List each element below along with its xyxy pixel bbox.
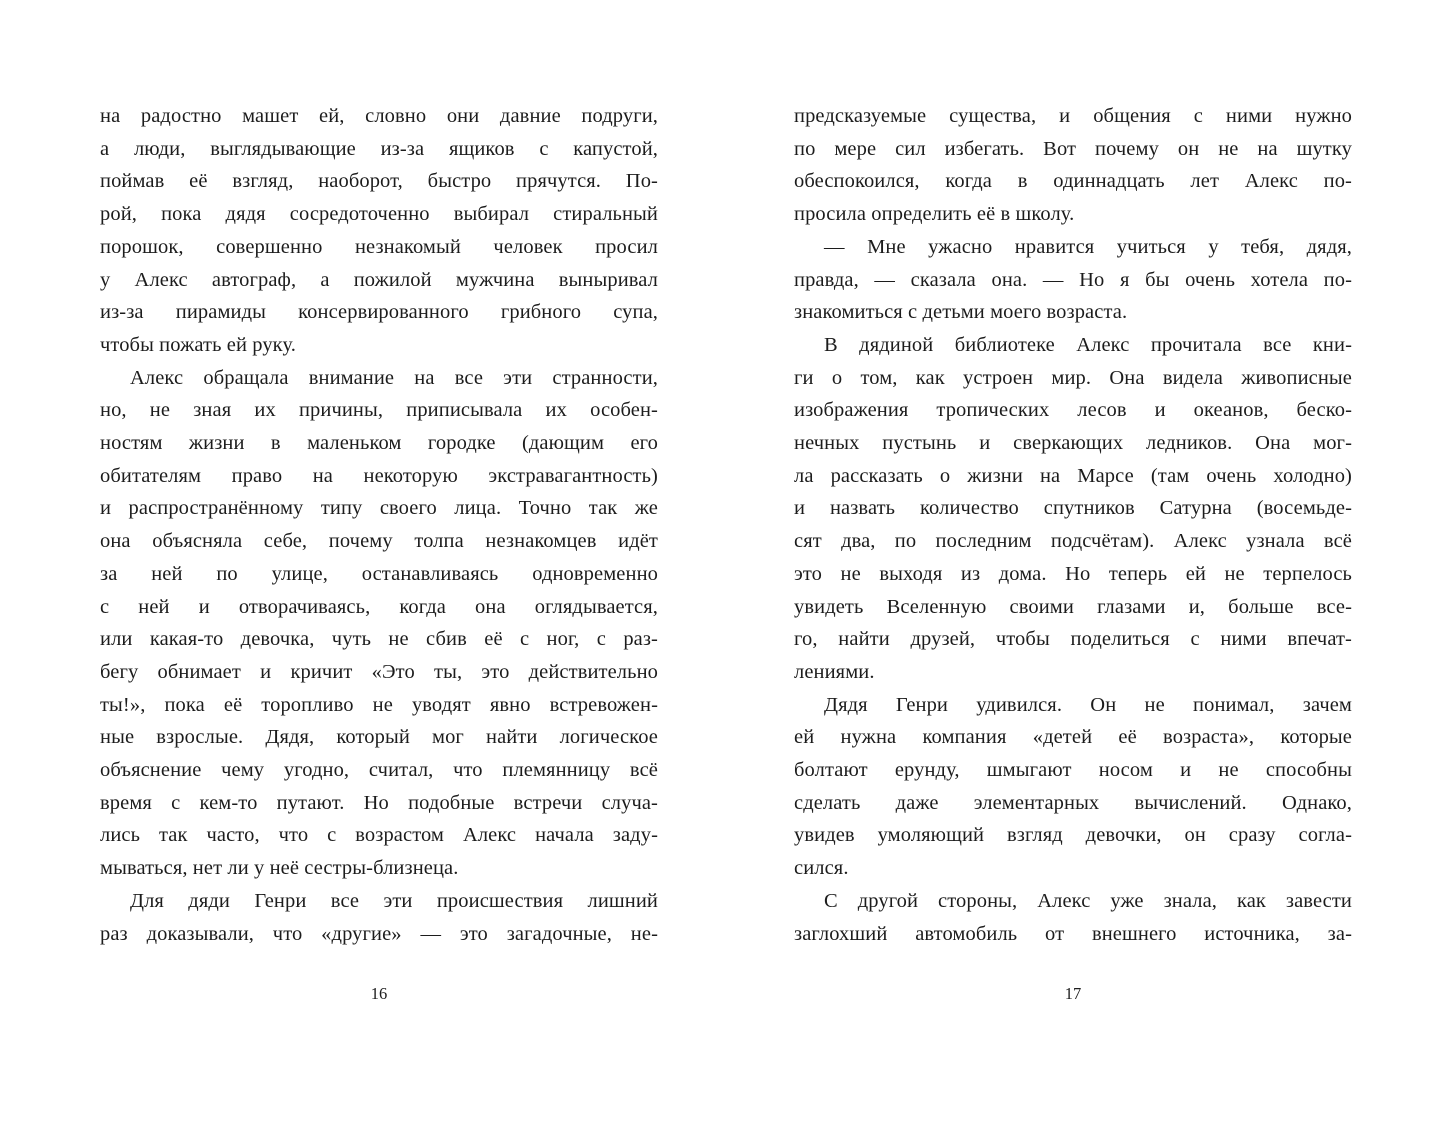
- text-line: ты!», пока её торопливо не уводят явно встревожен-: [100, 693, 658, 716]
- paragraph: [100, 362, 658, 885]
- text-line: знакомиться с детьми моего возраста.: [794, 301, 1128, 324]
- text-line: нечных пустынь и сверкающих ледников. Она мог-: [794, 432, 1352, 455]
- text-line: ги о том, как устроен мир. Она видела живописные: [794, 366, 1352, 389]
- text-line: из-за пирамиды консервированного грибного супа,: [100, 301, 658, 324]
- text-line: заглохший автомобиль от внешнего источника, за-: [794, 922, 1352, 945]
- text-line: ные взрослые. Дядя, который мог найти логическое: [100, 726, 658, 749]
- text-line: сился.: [794, 857, 849, 880]
- text-line: и назвать количество спутников Сатурна (восемьде-: [794, 497, 1352, 520]
- text-line: но, не зная их причины, приписывала их особен-: [100, 399, 658, 422]
- text-line: увидеть Вселенную своими глазами и, больше все-: [794, 595, 1352, 618]
- right-page-text: [794, 100, 1352, 950]
- left-page-number: 16: [370, 984, 388, 1003]
- text-line: обеспокоился, когда в одиннадцать лет Алекс по-: [794, 170, 1352, 193]
- text-line: она объясняла себе, почему толпа незнакомцев идёт: [100, 530, 658, 553]
- text-line: С другой стороны, Алекс уже знала, как завести: [824, 889, 1352, 912]
- text-line: и распространённому типу своего лица. Точно так же: [100, 497, 658, 520]
- text-line: лениями.: [794, 660, 875, 683]
- text-line: объяснение чему угодно, считал, что племянницу всё: [100, 759, 658, 782]
- text-line: ей нужна компания «детей её возраста», которые: [794, 726, 1352, 749]
- text-line: бегу обнимает и кричит «Это ты, это действительно: [100, 660, 658, 683]
- text-line: сят два, по последним подсчётам). Алекс узнала всё: [794, 530, 1352, 553]
- left-page-text: [100, 100, 658, 950]
- text-line: за ней по улице, останавливаясь одновременно: [100, 562, 658, 585]
- text-line: сделать даже элементарных вычислений. Однако,: [794, 791, 1352, 814]
- text-line: или какая-то девочка, чуть не сбив её с ног, с раз-: [100, 628, 658, 651]
- paragraph: [100, 100, 658, 362]
- paragraph: [794, 100, 1352, 231]
- paragraph: [794, 329, 1352, 689]
- text-line: время с кем-то путают. Но подобные встречи случа-: [100, 791, 658, 814]
- text-line: с ней и отворачиваясь, когда она оглядывается,: [100, 595, 658, 618]
- text-line: на радостно машет ей, словно они давние подруги,: [100, 105, 658, 127]
- paragraph: [794, 885, 1352, 950]
- text-line: чтобы пожать ей руку.: [100, 333, 296, 356]
- text-line: ностям жизни в маленьком городке (дающим его: [100, 432, 658, 455]
- text-line: увидев умоляющий взгляд девочки, он сразу согла-: [794, 824, 1352, 847]
- text-line: просила определить её в школу.: [794, 203, 1075, 226]
- text-line: предсказуемые существа, и общения с ними нужно: [794, 105, 1352, 127]
- text-line: изображения тропических лесов и океанов, беско-: [794, 399, 1352, 422]
- text-line: — Мне ужасно нравится учиться у тебя, дядя,: [824, 235, 1352, 258]
- text-line: правда, — сказала она. — Но я бы очень хотела по-: [794, 268, 1352, 291]
- text-line: порошок, совершенно незнакомый человек просил: [100, 235, 658, 258]
- paragraph: [794, 689, 1352, 885]
- text-line: обитателям право на некоторую экстравагантность): [100, 464, 658, 487]
- paragraph: [794, 231, 1352, 329]
- text-line: Для дяди Генри все эти происшествия лишний: [130, 889, 658, 912]
- text-line: по мере сил избегать. Вот почему он не на шутку: [794, 137, 1352, 160]
- text-line: болтают ерунду, шмыгают носом и не способны: [794, 759, 1352, 782]
- text-line: В дядиной библиотеке Алекс прочитала все кни-: [824, 333, 1352, 356]
- text-line: мываться, нет ли у неё сестры-близнеца.: [100, 857, 459, 880]
- text-line: раз доказывали, что «другие» — это загадочные, не-: [100, 922, 658, 945]
- text-line: рой, пока дядя сосредоточенно выбирал стиральный: [100, 203, 658, 226]
- text-line: поймав её взгляд, наоборот, быстро прячутся. По-: [100, 170, 658, 193]
- text-line: го, найти друзей, чтобы поделиться с ними впечат-: [794, 628, 1352, 651]
- right-page-number: 17: [1064, 984, 1082, 1003]
- text-line: у Алекс автограф, а пожилой мужчина выныривал: [100, 268, 658, 291]
- text-line: лись так часто, что с возрастом Алекс начала заду-: [100, 824, 658, 847]
- text-line: Дядя Генри удивился. Он не понимал, зачем: [824, 693, 1352, 716]
- text-line: а люди, выглядывающие из-за ящиков с капустой,: [100, 137, 658, 160]
- text-line: ла рассказать о жизни на Марсе (там очень холодно): [794, 464, 1352, 487]
- text-line: это не выходя из дома. Но теперь ей не терпелось: [794, 562, 1352, 585]
- text-line: Алекс обращала внимание на все эти странности,: [130, 366, 658, 389]
- paragraph: [100, 885, 658, 950]
